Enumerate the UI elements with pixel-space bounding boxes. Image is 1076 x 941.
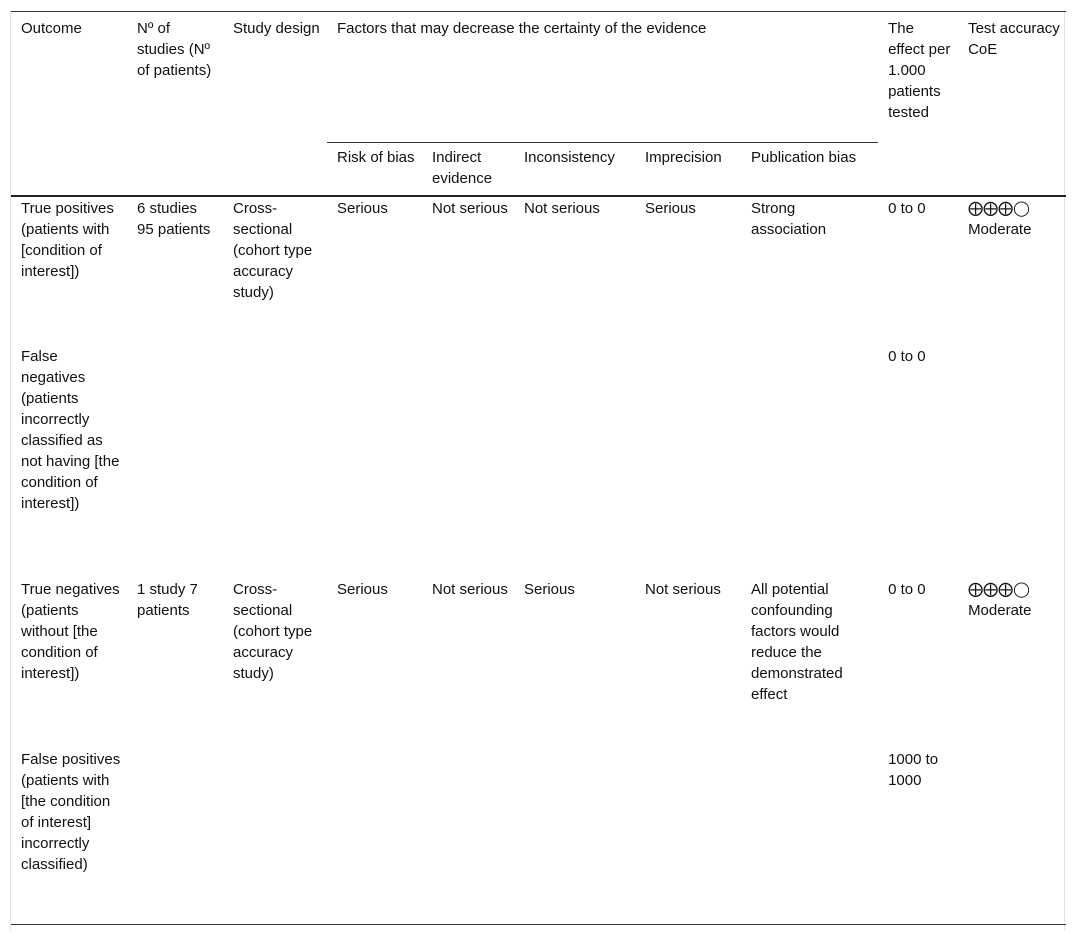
cell-effect: 0 to 0	[888, 200, 926, 217]
cell-publication-bias: All potential confounding factors would reduce the demonstrated effect	[751, 581, 843, 703]
coe-label: Moderate	[968, 221, 1032, 238]
certainty-moderate-icon: ⨁⨁⨁◯	[968, 200, 1030, 217]
header-inconsistency: Inconsistency	[514, 143, 635, 197]
cell-effect: 1000 to 1000	[878, 748, 958, 924]
cell-indirect-evidence: Not serious	[432, 581, 508, 598]
cell-effect: 0 to 0	[888, 581, 926, 598]
cell-outcome: False negatives (patients incorrectly classified as not having [the condition of interest])	[21, 348, 120, 512]
header-risk-of-bias: Risk of bias	[327, 143, 422, 197]
cell-imprecision: Serious	[645, 200, 696, 217]
cell-risk-of-bias: Serious	[337, 581, 388, 598]
coe-label: Moderate	[968, 602, 1032, 619]
cell-effect: 0 to 0	[888, 348, 926, 365]
evidence-table-container	[10, 11, 1065, 930]
cell-risk-of-bias: Serious	[337, 200, 388, 217]
cell-imprecision: Not serious	[645, 581, 721, 598]
cell-inconsistency: Not serious	[524, 200, 600, 217]
header-study-design: Study design	[223, 12, 327, 197]
cell-study-design: Cross-sectional (cohort type accuracy study)	[233, 581, 313, 682]
cell-coe	[958, 578, 1066, 748]
cell-publication-bias: Strong association	[751, 200, 827, 238]
evidence-profile-table	[11, 11, 1066, 925]
header-publication-bias: Publication bias	[741, 143, 878, 197]
header-imprecision: Imprecision	[635, 143, 741, 197]
header-studies: Nº of studies (Nº of patients)	[127, 12, 223, 197]
header-effect: The effect per 1.000 patients tested	[878, 12, 958, 197]
cell-indirect-evidence: Not serious	[432, 200, 508, 217]
cell-inconsistency: Serious	[524, 581, 575, 598]
table-row	[11, 578, 1066, 748]
table-row	[11, 196, 1066, 345]
cell-outcome: True positives (patients with [condition of interest])	[21, 200, 114, 280]
table-row	[11, 345, 1066, 578]
cell-study-design: Cross-sectional (cohort type accuracy study)	[233, 200, 313, 301]
table-row	[11, 748, 1066, 924]
header-test-accuracy-coe: Test accuracy CoE	[958, 12, 1066, 197]
cell-outcome: True negatives (patients without [the condition of interest])	[21, 581, 120, 682]
certainty-moderate-icon: ⨁⨁⨁◯	[968, 581, 1030, 598]
cell-studies: 1 study 7 patients	[137, 581, 198, 619]
cell-coe	[958, 196, 1066, 345]
header-outcome: Outcome	[11, 12, 127, 197]
cell-outcome: False positives (patients with [the condition of interest] incorrectly classified)	[11, 748, 127, 924]
header-indirect-evidence: Indirect evidence	[422, 143, 514, 197]
cell-studies: 6 studies 95 patients	[137, 200, 211, 238]
header-factors-group: Factors that may decrease the certainty of the evidence	[327, 12, 878, 143]
